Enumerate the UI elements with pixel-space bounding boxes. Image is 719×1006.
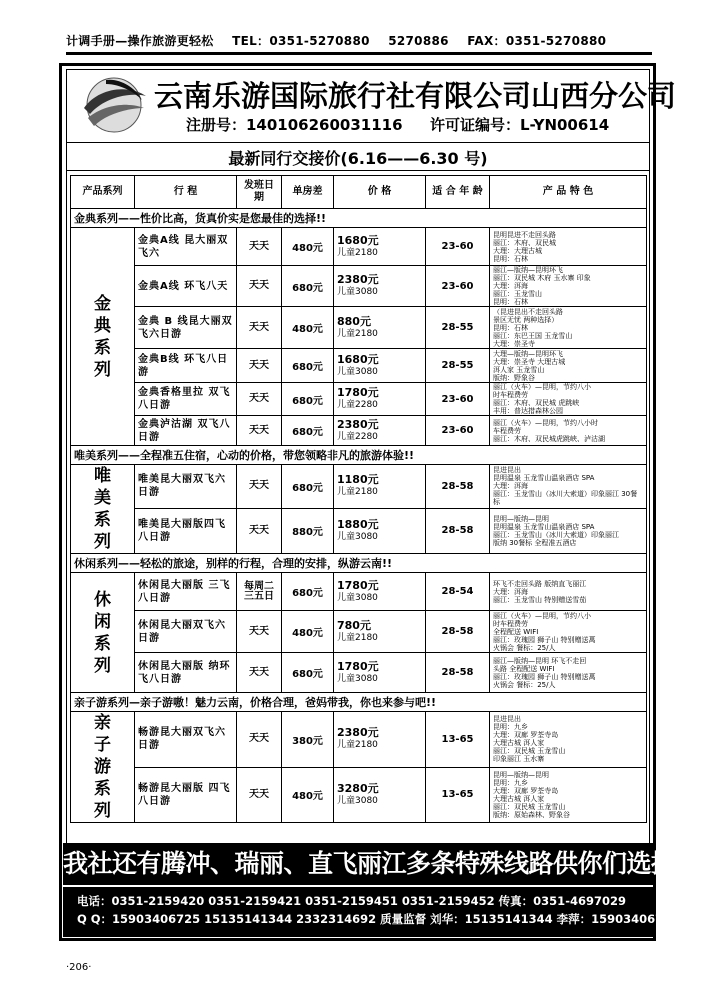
product-features: 环飞不走回头路 版纳直飞丽江 大理：洱海 丽江：玉龙雪山 特别赠送雪茄 (490, 573, 647, 611)
single-supplement: 680元 (282, 416, 334, 446)
slogan: 计调手册—操作旅游更轻松 (66, 34, 214, 48)
single-supplement: 880元 (282, 508, 334, 553)
series-name: 金 典 系 列 (71, 228, 135, 446)
route-name: 休闲昆大丽版 三飞八日游 (135, 573, 237, 611)
section-title: 休闲系列——轻松的旅途，别样的行程，合理的安排，纵游云南!! (71, 554, 647, 573)
route-name: 金典A线 昆大丽双飞六 (135, 228, 237, 266)
single-supplement: 480元 (282, 307, 334, 349)
child-price: 儿童2180 (337, 487, 378, 498)
single-supplement: 480元 (282, 228, 334, 266)
child-price: 儿童3080 (337, 673, 378, 684)
header-route: 行 程 (135, 176, 237, 209)
product-features: 昆明昆进不走回头路 丽江：木府、双民城 大理：大理古城 昆明：石林 (490, 228, 647, 266)
top-contact-bar (66, 32, 652, 55)
age-range: 13-65 (426, 712, 490, 768)
single-supplement: 680元 (282, 383, 334, 416)
adult-price: 1680元 (337, 233, 379, 247)
departure-days: 天天 (237, 266, 282, 307)
age-range: 23-60 (426, 416, 490, 446)
single-supplement: 480元 (282, 611, 334, 653)
adult-price: 2380元 (337, 273, 379, 286)
price-cell (334, 465, 426, 509)
child-price: 儿童3080 (337, 795, 378, 806)
tel: TEL：0351-5270880 (232, 34, 370, 48)
header-departure: 发班日期 (237, 176, 282, 209)
child-price: 儿童2180 (337, 328, 378, 339)
child-price: 儿童3080 (337, 531, 378, 542)
header-series: 产品系列 (71, 176, 135, 209)
section-title-row (71, 209, 647, 228)
header-price: 价 格 (334, 176, 426, 209)
price-cell (334, 349, 426, 383)
price-list-title: 最新同行交接价(6.16——6.30 号) (228, 149, 488, 168)
section-title: 金典系列——性价比高，货真价实是您最佳的选择!! (71, 209, 647, 228)
departure-days: 天天 (237, 307, 282, 349)
company-logo (76, 74, 152, 136)
page-number: ·206· (66, 962, 92, 973)
route-name: 休闲昆大丽双飞六日游 (135, 611, 237, 653)
child-price: 儿童2280 (337, 431, 378, 442)
route-row (71, 266, 647, 307)
route-row (71, 508, 647, 553)
section-title-row (71, 446, 647, 465)
promo-banner: 我社还有腾冲、瑞丽、直飞丽江多条特殊线路供你们选择。 (63, 843, 653, 885)
departure-days: 天天 (237, 416, 282, 446)
price-cell (334, 307, 426, 349)
departure-days: 天天 (237, 611, 282, 653)
section-title: 亲子游系列—亲子游嗷！魅力云南，价格合理，爸妈带我，你也来参与吧!! (71, 693, 647, 712)
product-features: 昆进昆出 昆明：九乡 大理：双廊 罗荃寺岛 大理古城 洱人家 丽江：双民城 玉龙雪山 印象丽江 玉水寨 (490, 712, 647, 768)
price-cell (334, 653, 426, 693)
route-name: 唯美昆大丽版四飞八日游 (135, 508, 237, 553)
route-name: 金典 B 线昆大丽双飞六日游 (135, 307, 237, 349)
product-features: 丽江（火车）—昆明，节约八小 时车程费劳 丽江：木府、双民城 虎跳峡 丰用：普达措森林公园 (490, 383, 647, 416)
product-features: （昆进昆出不走回头路 景区无忧 两种选择） 昆明：石林 丽江：东巴王国 玉龙雪山 大理：崇圣寺 (490, 307, 647, 349)
single-supplement: 480元 (282, 767, 334, 823)
child-price: 儿童3080 (337, 592, 378, 603)
age-range: 28-54 (426, 573, 490, 611)
departure-days: 天天 (237, 767, 282, 823)
series-name: 唯 美 系 列 (71, 465, 135, 554)
adult-price: 3280元 (337, 781, 379, 795)
child-price: 儿童2180 (337, 247, 378, 258)
adult-price: 1780元 (337, 386, 379, 399)
company-name: 云南乐游国际旅行社有限公司山西分公司 (154, 79, 677, 113)
product-features: 丽江—版纳—昆明环飞 丽江：双民城 木府 玉水寨 印象 大理：洱海 丽江：玉龙雪山 昆明：石林 (490, 266, 647, 307)
route-name: 畅游昆大丽版 四飞八日游 (135, 767, 237, 823)
header-single-supplement: 单房差 (282, 176, 334, 209)
route-row (71, 416, 647, 446)
fax: FAX：0351-5270880 (467, 34, 607, 48)
route-name: 唯美昆大丽双飞六日游 (135, 465, 237, 509)
route-row (71, 465, 647, 509)
route-row (71, 383, 647, 416)
tel-extra: 5270886 (388, 34, 449, 48)
contact-block (63, 887, 680, 937)
price-cell (334, 416, 426, 446)
product-features: 丽江—版纳—昆明 环飞不走回 头路 全程配送 WIFI 丽江：玫瑰园 狮子山 特别赠送萬 火锅会 餐标：25/人 (490, 653, 647, 693)
price-cell (334, 611, 426, 653)
single-supplement: 680元 (282, 573, 334, 611)
product-features: 大理—版纳—昆明环飞 大理：崇圣寺 大理古城 洱人家 玉龙雪山 版纳：野象谷 (490, 349, 647, 383)
registration-number: 注册号：140106260031116 (186, 116, 403, 134)
route-row (71, 573, 647, 611)
departure-days: 每周二三五日 (237, 573, 282, 611)
adult-price: 1680元 (337, 352, 379, 366)
departure-days: 天天 (237, 508, 282, 553)
adult-price: 1880元 (337, 517, 379, 531)
section-title: 唯美系列——全程准五住宿，心动的价格，带您领略非凡的旅游体验!! (71, 446, 647, 465)
route-row (71, 767, 647, 823)
product-features: 昆明—版纳—昆明 昆明：九乡 大理：双廊 罗荃寺岛 大理古城 洱人家 丽江：双民城 玉龙雪山 版纳：原始森林、野象谷 (490, 767, 647, 823)
section-title-row (71, 693, 647, 712)
departure-days: 天天 (237, 465, 282, 509)
header-features: 产 品 特 色 (490, 176, 647, 209)
divider (66, 170, 650, 171)
age-range: 28-58 (426, 611, 490, 653)
price-cell (334, 508, 426, 553)
route-row (71, 611, 647, 653)
age-range: 28-55 (426, 349, 490, 383)
route-name: 金典B线 环飞八日游 (135, 349, 237, 383)
route-name: 金典香格里拉 双飞八日游 (135, 383, 237, 416)
adult-price: 1780元 (337, 578, 379, 592)
departure-days: 天天 (237, 349, 282, 383)
adult-price: 880元 (337, 314, 371, 328)
age-range: 23-60 (426, 266, 490, 307)
divider (66, 142, 650, 143)
age-range: 28-58 (426, 653, 490, 693)
price-cell (334, 573, 426, 611)
age-range: 13-65 (426, 767, 490, 823)
route-row (71, 349, 647, 383)
price-cell (334, 383, 426, 416)
child-price: 儿童2280 (337, 400, 378, 410)
child-price: 儿童2180 (337, 740, 378, 751)
departure-days: 天天 (237, 712, 282, 768)
price-cell (334, 266, 426, 307)
route-row (71, 712, 647, 768)
child-price: 儿童2180 (337, 632, 378, 643)
route-name: 畅游昆大丽双飞六日游 (135, 712, 237, 768)
age-range: 28-58 (426, 508, 490, 553)
child-price: 儿童3080 (337, 366, 378, 377)
single-supplement: 680元 (282, 653, 334, 693)
product-features: 丽江（火车）—昆明，节约八小 时车程费劳 全程配送 WIFI 丽江：玫瑰园 狮子山 特别赠送萬 火锅会 餐标：25/人 (490, 611, 647, 653)
adult-price: 2380元 (337, 417, 379, 431)
section-title-row (71, 554, 647, 573)
departure-days: 天天 (237, 383, 282, 416)
route-row (71, 653, 647, 693)
route-row (71, 228, 647, 266)
single-supplement: 680元 (282, 266, 334, 307)
single-supplement: 680元 (282, 465, 334, 509)
single-supplement: 380元 (282, 712, 334, 768)
adult-price: 2380元 (337, 726, 379, 740)
age-range: 23-60 (426, 228, 490, 266)
age-range: 23-60 (426, 383, 490, 416)
route-name: 金典A线 环飞八天 (135, 266, 237, 307)
product-features: 昆进昆出 昆明温泉 玉龙雪山温泉酒店 SPA 大理：洱海 丽江：玉龙雪山（冰川大索道）印象丽江 30餐标 (490, 465, 647, 509)
departure-days: 天天 (237, 228, 282, 266)
series-name: 休 闲 系 列 (71, 573, 135, 693)
route-name: 金典泸沽湖 双飞八日游 (135, 416, 237, 446)
contact-qq: Q Q：15903406725 15135141344 2332314692 质量监督 刘华：15135141344 李萍：15903406725 (77, 912, 680, 926)
route-row (71, 307, 647, 349)
price-cell (334, 712, 426, 768)
price-table (70, 175, 647, 823)
departure-days: 天天 (237, 653, 282, 693)
single-supplement: 680元 (282, 349, 334, 383)
price-cell (334, 228, 426, 266)
age-range: 28-55 (426, 307, 490, 349)
route-name: 休闲昆大丽版 纳环飞八日游 (135, 653, 237, 693)
product-features: 丽江（火车）—昆明，节约八小时 车程费劳 丽江：木府、双民城虎跳峡、泸沽湖 (490, 416, 647, 446)
series-name: 亲 子 游 系 列 (71, 712, 135, 823)
contact-phones: 电话：0351-2159420 0351-2159421 0351-2159451 0351-2159452 传真：0351-4697029 (77, 894, 626, 908)
license-number: 许可证编号：L-YN00614 (430, 116, 610, 134)
adult-price: 780元 (337, 618, 371, 632)
adult-price: 1180元 (337, 473, 379, 487)
child-price: 儿童3080 (337, 287, 378, 297)
product-features: 昆明—版纳—昆明 昆明温泉 玉龙雪山温泉酒店 SPA 丽江：玉龙雪山（冰川大索道）印象丽江 版纳 30餐标 全程准五酒店 (490, 508, 647, 553)
header-age: 适 合 年 龄 (426, 176, 490, 209)
adult-price: 1780元 (337, 659, 379, 673)
price-cell (334, 767, 426, 823)
age-range: 28-58 (426, 465, 490, 509)
